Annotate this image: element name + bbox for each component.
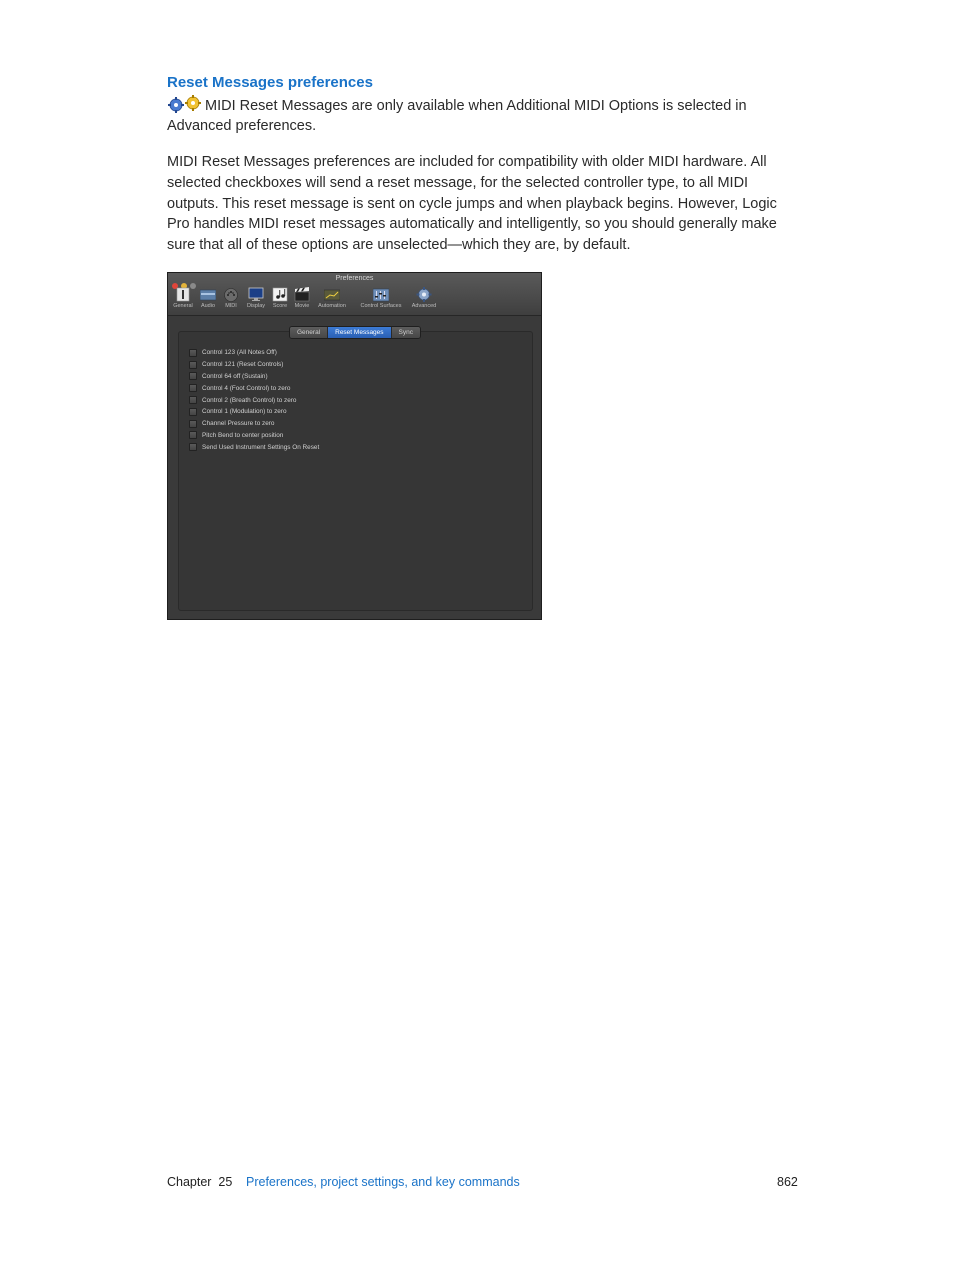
checkbox[interactable] bbox=[189, 443, 197, 451]
checkbox[interactable] bbox=[189, 372, 197, 380]
option-control-121[interactable]: Control 121 (Reset Controls) bbox=[189, 359, 319, 371]
preferences-window bbox=[167, 272, 542, 620]
note-text: MIDI Reset Messages are only available when Additional MIDI Options is selected in Advanced preferences. bbox=[167, 98, 747, 134]
toolbar-midi[interactable]: MIDI bbox=[221, 287, 241, 309]
advanced-gears-icon bbox=[167, 95, 203, 113]
toolbar-advanced[interactable]: Advanced bbox=[409, 287, 439, 309]
option-control-123[interactable]: Control 123 (All Notes Off) bbox=[189, 347, 319, 359]
toolbar-automation[interactable]: Automation bbox=[315, 287, 349, 309]
option-control-2[interactable]: Control 2 (Breath Control) to zero bbox=[189, 394, 319, 406]
display-monitor-icon bbox=[248, 287, 264, 302]
score-notes-icon bbox=[272, 287, 288, 302]
reset-options-list bbox=[189, 347, 319, 453]
checkbox[interactable] bbox=[189, 396, 197, 404]
checkbox[interactable] bbox=[189, 420, 197, 428]
toolbar-general[interactable]: General bbox=[171, 287, 195, 309]
checkbox[interactable] bbox=[189, 349, 197, 357]
option-control-4[interactable]: Control 4 (Foot Control) to zero bbox=[189, 382, 319, 394]
option-control-64[interactable]: Control 64 off (Sustain) bbox=[189, 371, 319, 383]
advanced-gear-icon bbox=[416, 287, 432, 302]
checkbox[interactable] bbox=[189, 361, 197, 369]
option-control-1[interactable]: Control 1 (Modulation) to zero bbox=[189, 406, 319, 418]
option-pitch-bend[interactable]: Pitch Bend to center position bbox=[189, 430, 319, 442]
footer-chapter-link[interactable]: Preferences, project settings, and key commands bbox=[246, 1175, 520, 1189]
control-surfaces-icon bbox=[373, 287, 389, 302]
automation-icon bbox=[324, 287, 340, 302]
audio-icon bbox=[200, 287, 216, 302]
toolbar-audio[interactable]: Audio bbox=[198, 287, 218, 309]
page-number: 862 bbox=[777, 1175, 798, 1189]
toolbar-display[interactable]: Display bbox=[244, 287, 268, 309]
toolbar-score[interactable]: Score bbox=[271, 287, 289, 309]
note-paragraph bbox=[167, 95, 782, 136]
toolbar-control-surfaces[interactable]: Control Surfaces bbox=[356, 287, 406, 309]
checkbox[interactable] bbox=[189, 408, 197, 416]
midi-connector-icon bbox=[223, 287, 239, 302]
preferences-tab-bar bbox=[289, 326, 421, 339]
tab-general[interactable]: General bbox=[290, 327, 328, 338]
section-heading: Reset Messages preferences bbox=[167, 74, 373, 91]
movie-clapper-icon bbox=[294, 287, 310, 302]
window-titlebar bbox=[168, 273, 541, 316]
checkbox[interactable] bbox=[189, 384, 197, 392]
option-channel-pressure[interactable]: Channel Pressure to zero bbox=[189, 418, 319, 430]
window-title: Preferences bbox=[335, 275, 374, 282]
checkbox[interactable] bbox=[189, 431, 197, 439]
tab-reset-messages[interactable]: Reset Messages bbox=[328, 327, 391, 338]
tab-sync[interactable]: Sync bbox=[392, 327, 420, 338]
body-paragraph: MIDI Reset Messages preferences are included for compatibility with older MIDI hardware. All selected checkboxes will send a reset message, for the selected controller type, to all MIDI outputs. This reset message is sent on cycle jumps and when playback begins. However, Logic Pro handles MIDI reset messages automatically and intelligently, so you should generally make sure that all of these options are unselected—which they are, by default. bbox=[167, 154, 777, 254]
footer-chapter: Chapter 25 bbox=[167, 1175, 233, 1189]
general-switch-icon bbox=[175, 287, 191, 302]
option-send-instrument-settings[interactable]: Send Used Instrument Settings On Reset bbox=[189, 441, 319, 453]
toolbar-movie[interactable]: Movie bbox=[292, 287, 312, 309]
